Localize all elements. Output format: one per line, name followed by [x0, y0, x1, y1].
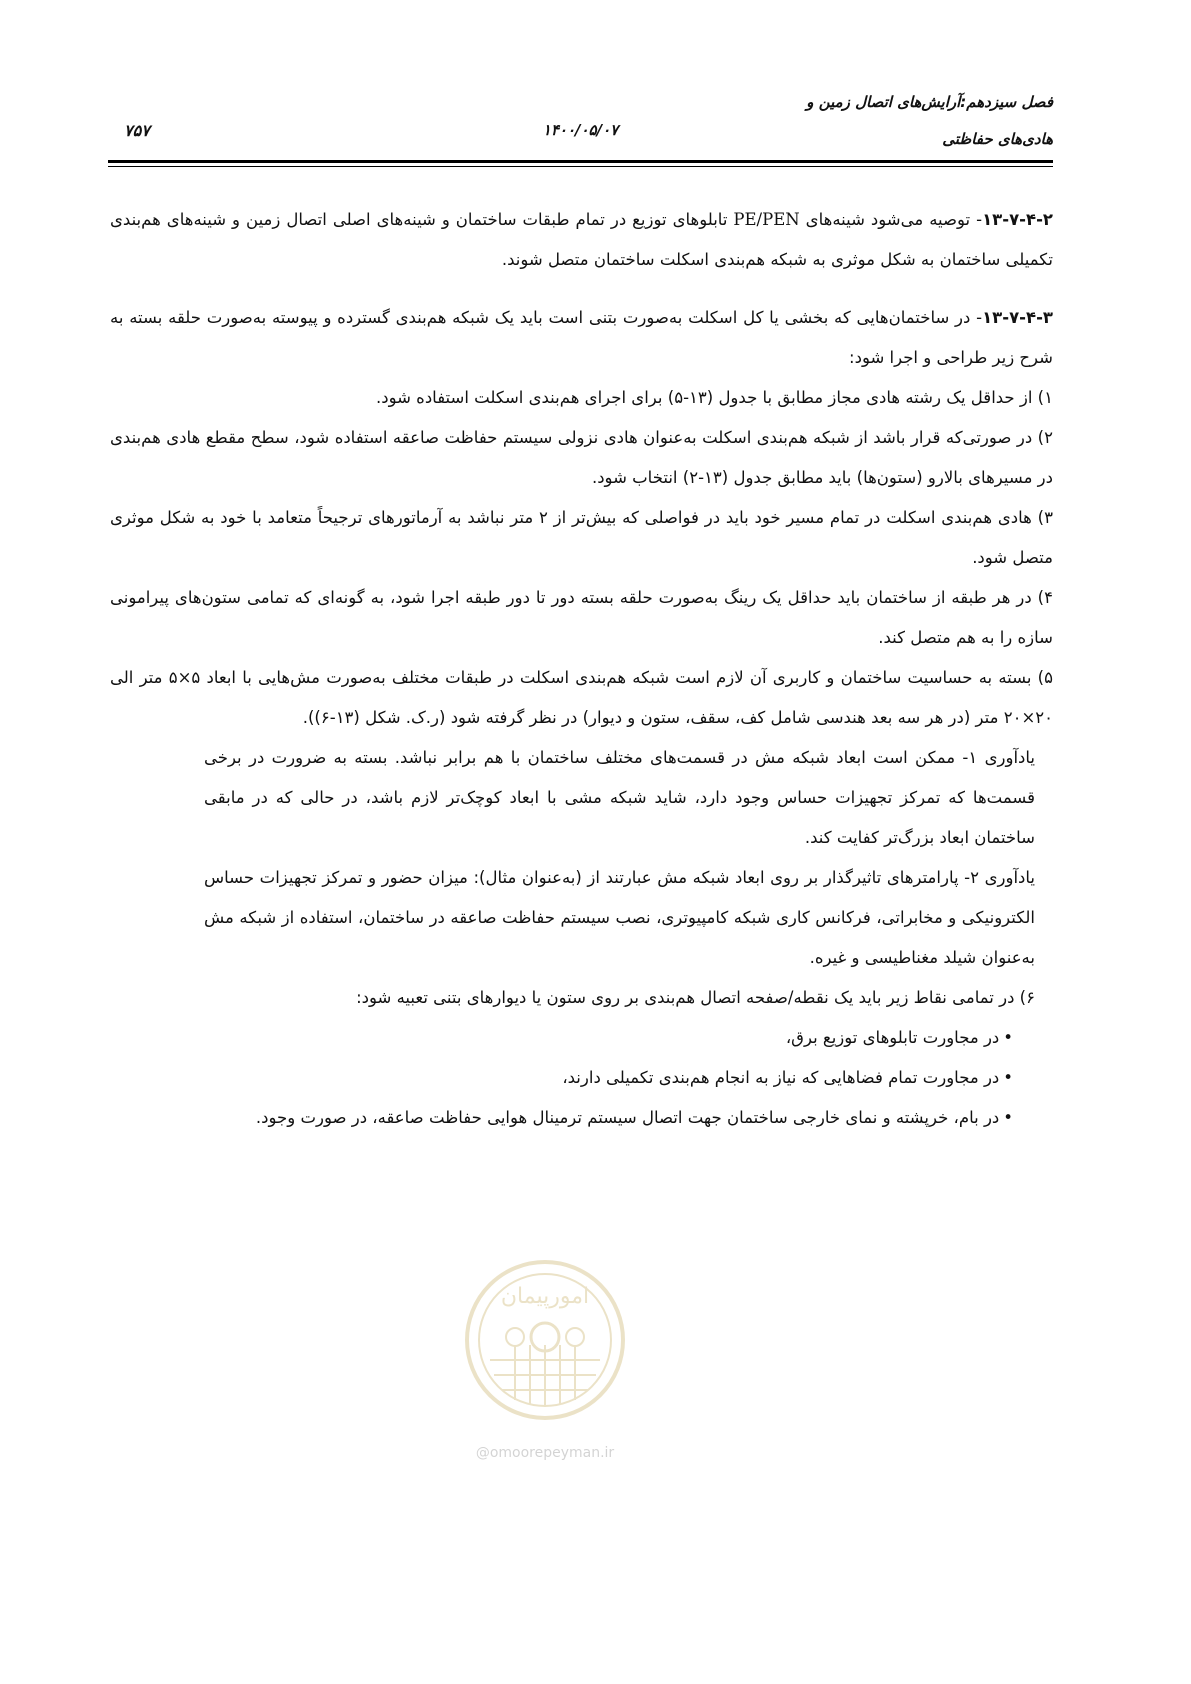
list-item-2: ۲) در صورتی‌که قرار باشد از شبکه هم‌بندی اسکلت به‌عنوان هادی نزولی سیستم حفاظت صاعقه استفاده شود، سطح مقطع هادی هم‌بندی در مسیرهای بالارو (ستون‌ها) باید مطابق جدول (۱۳-۲) انتخاب شود.	[110, 428, 1053, 487]
watermark-seal-icon	[460, 1245, 630, 1445]
chapter-title-line-2: هادی‌های حفاظتی	[942, 130, 1053, 148]
header-rule-thin	[108, 166, 1053, 167]
bullet-text: در مجاورت تمام فضاهایی که نیاز به انجام هم‌بندی تکمیلی دارند،	[562, 1068, 1000, 1087]
list-item-1: ۱) از حداقل یک رشته هادی مجاز مطابق با جدول (۱۳-۵) برای اجرای هم‌بندی اسکلت استفاده شود.	[375, 388, 1053, 407]
section-text: - توصیه می‌شود شینه‌های	[799, 210, 983, 229]
list-item-6: ۶) در تمامی نقاط زیر باید یک نقطه/صفحه اتصال هم‌بندی بر روی ستون یا دیوارهای بتنی تعبیه شود:	[356, 988, 1035, 1007]
watermark-logo	[460, 1245, 630, 1495]
watermark-logo-text: امورپیمان	[500, 1284, 590, 1309]
watermark-url: @omoorepeyman.ir	[475, 1445, 615, 1461]
list-item-4: ۴) در هر طبقه از ساختمان باید حداقل یک رینگ به‌صورت حلقه بسته دور تا دور طبقه اجرا شود، به گونه‌ای که تمامی ستون‌های پیرامونی سازه را به هم متصل کند.	[110, 588, 1053, 647]
bullet-item	[204, 1058, 1013, 1098]
bullet-text: در مجاورت تابلوهای توزیع برق،	[785, 1028, 1000, 1047]
header-date: ۱۴۰۰/۰۵/۰۷	[542, 121, 619, 139]
section-13-7-4-3	[110, 298, 1053, 378]
section-text: - در ساختمان‌هایی که بخشی یا کل اسکلت به‌صورت بتنی است باید یک شبکه هم‌بندی گسترده و پیوسته به‌صورت حلقه بسته به شرح زیر طراحی و اجرا شود:	[110, 308, 1053, 367]
section-number: ۱۳-۷-۴-۲	[982, 210, 1053, 229]
section-number: ۱۳-۷-۴-۳	[982, 308, 1053, 327]
bullet-symbol: •	[1003, 1108, 1013, 1127]
list-item-5: ۵) بسته به حساسیت ساختمان و کاربری آن لازم است شبکه هم‌بندی اسکلت در طبقات مختلف به‌صورت مش‌هایی با ابعاد ۵×۵ متر الی ۲۰×۲۰ متر (در هر سه بعد هندسی شامل کف، سقف، ستون و دیوار) در نظر گرفته شود (ر.ک. شکل (۱۳-۶)).	[110, 668, 1053, 727]
note-1: یادآوری ۱- ممکن است ابعاد شبکه مش در قسمت‌های مختلف ساختمان با هم برابر نباشد. بسته به ضرورت در برخی قسمت‌ها که تمرکز تجهیزات حساس وجود دارد، شاید شبکه مشی با ابعاد کوچک‌تر لازم باشد، در حالی که در مابقی ساختمان ابعاد بزرگ‌تر کفایت کند.	[204, 748, 1035, 847]
page-header	[108, 78, 1053, 170]
chapter-title-line-1: فصل سیزدهم:آرایش‌های اتصال زمین و	[806, 93, 1053, 111]
section-13-7-4-2	[110, 200, 1053, 280]
header-rule-thick	[108, 160, 1053, 163]
page-body	[110, 200, 1053, 1138]
bullet-item	[204, 1098, 1013, 1138]
bullet-text: در بام، خرپشته و نمای خارجی ساختمان جهت اتصال سیستم ترمینال هوایی حفاظت صاعقه، در صورت وجود.	[255, 1108, 1000, 1127]
section-text: تابلوهای توزیع در تمام طبقات ساختمان و شینه‌های اصلی اتصال زمین و شینه‌های هم‌بندی تکمیلی ساختمان به شکل موثری به شبکه هم‌بندی اسکلت ساختمان متصل شوند.	[110, 210, 1053, 269]
note-2: یادآوری ۲- پارامترهای تاثیرگذار بر روی ابعاد شبکه مش عبارتند از (به‌عنوان مثال): میزان حضور و تمرکز تجهیزات حساس الکترونیکی و مخابراتی، فرکانس کاری شبکه کامپیوتری، نصب سیستم حفاظت صاعقه در ساختمان، استفاده از شبکه مش به‌عنوان شیلد مغناطیسی و غیره.	[204, 868, 1035, 967]
list-item-3: ۳) هادی هم‌بندی اسکلت در تمام مسیر خود باید در فواصلی که بیش‌تر از ۲ متر نباشد به آرماتورهای ترجیحاً متعامد با خود به شکل موثری متصل شود.	[110, 508, 1053, 567]
page-number: ۷۵۷	[124, 121, 150, 140]
bullet-item	[204, 1018, 1013, 1058]
bullet-symbol: •	[1003, 1028, 1013, 1047]
section-latin-term: PE/PEN	[733, 210, 800, 229]
bullet-symbol: •	[1003, 1068, 1013, 1087]
